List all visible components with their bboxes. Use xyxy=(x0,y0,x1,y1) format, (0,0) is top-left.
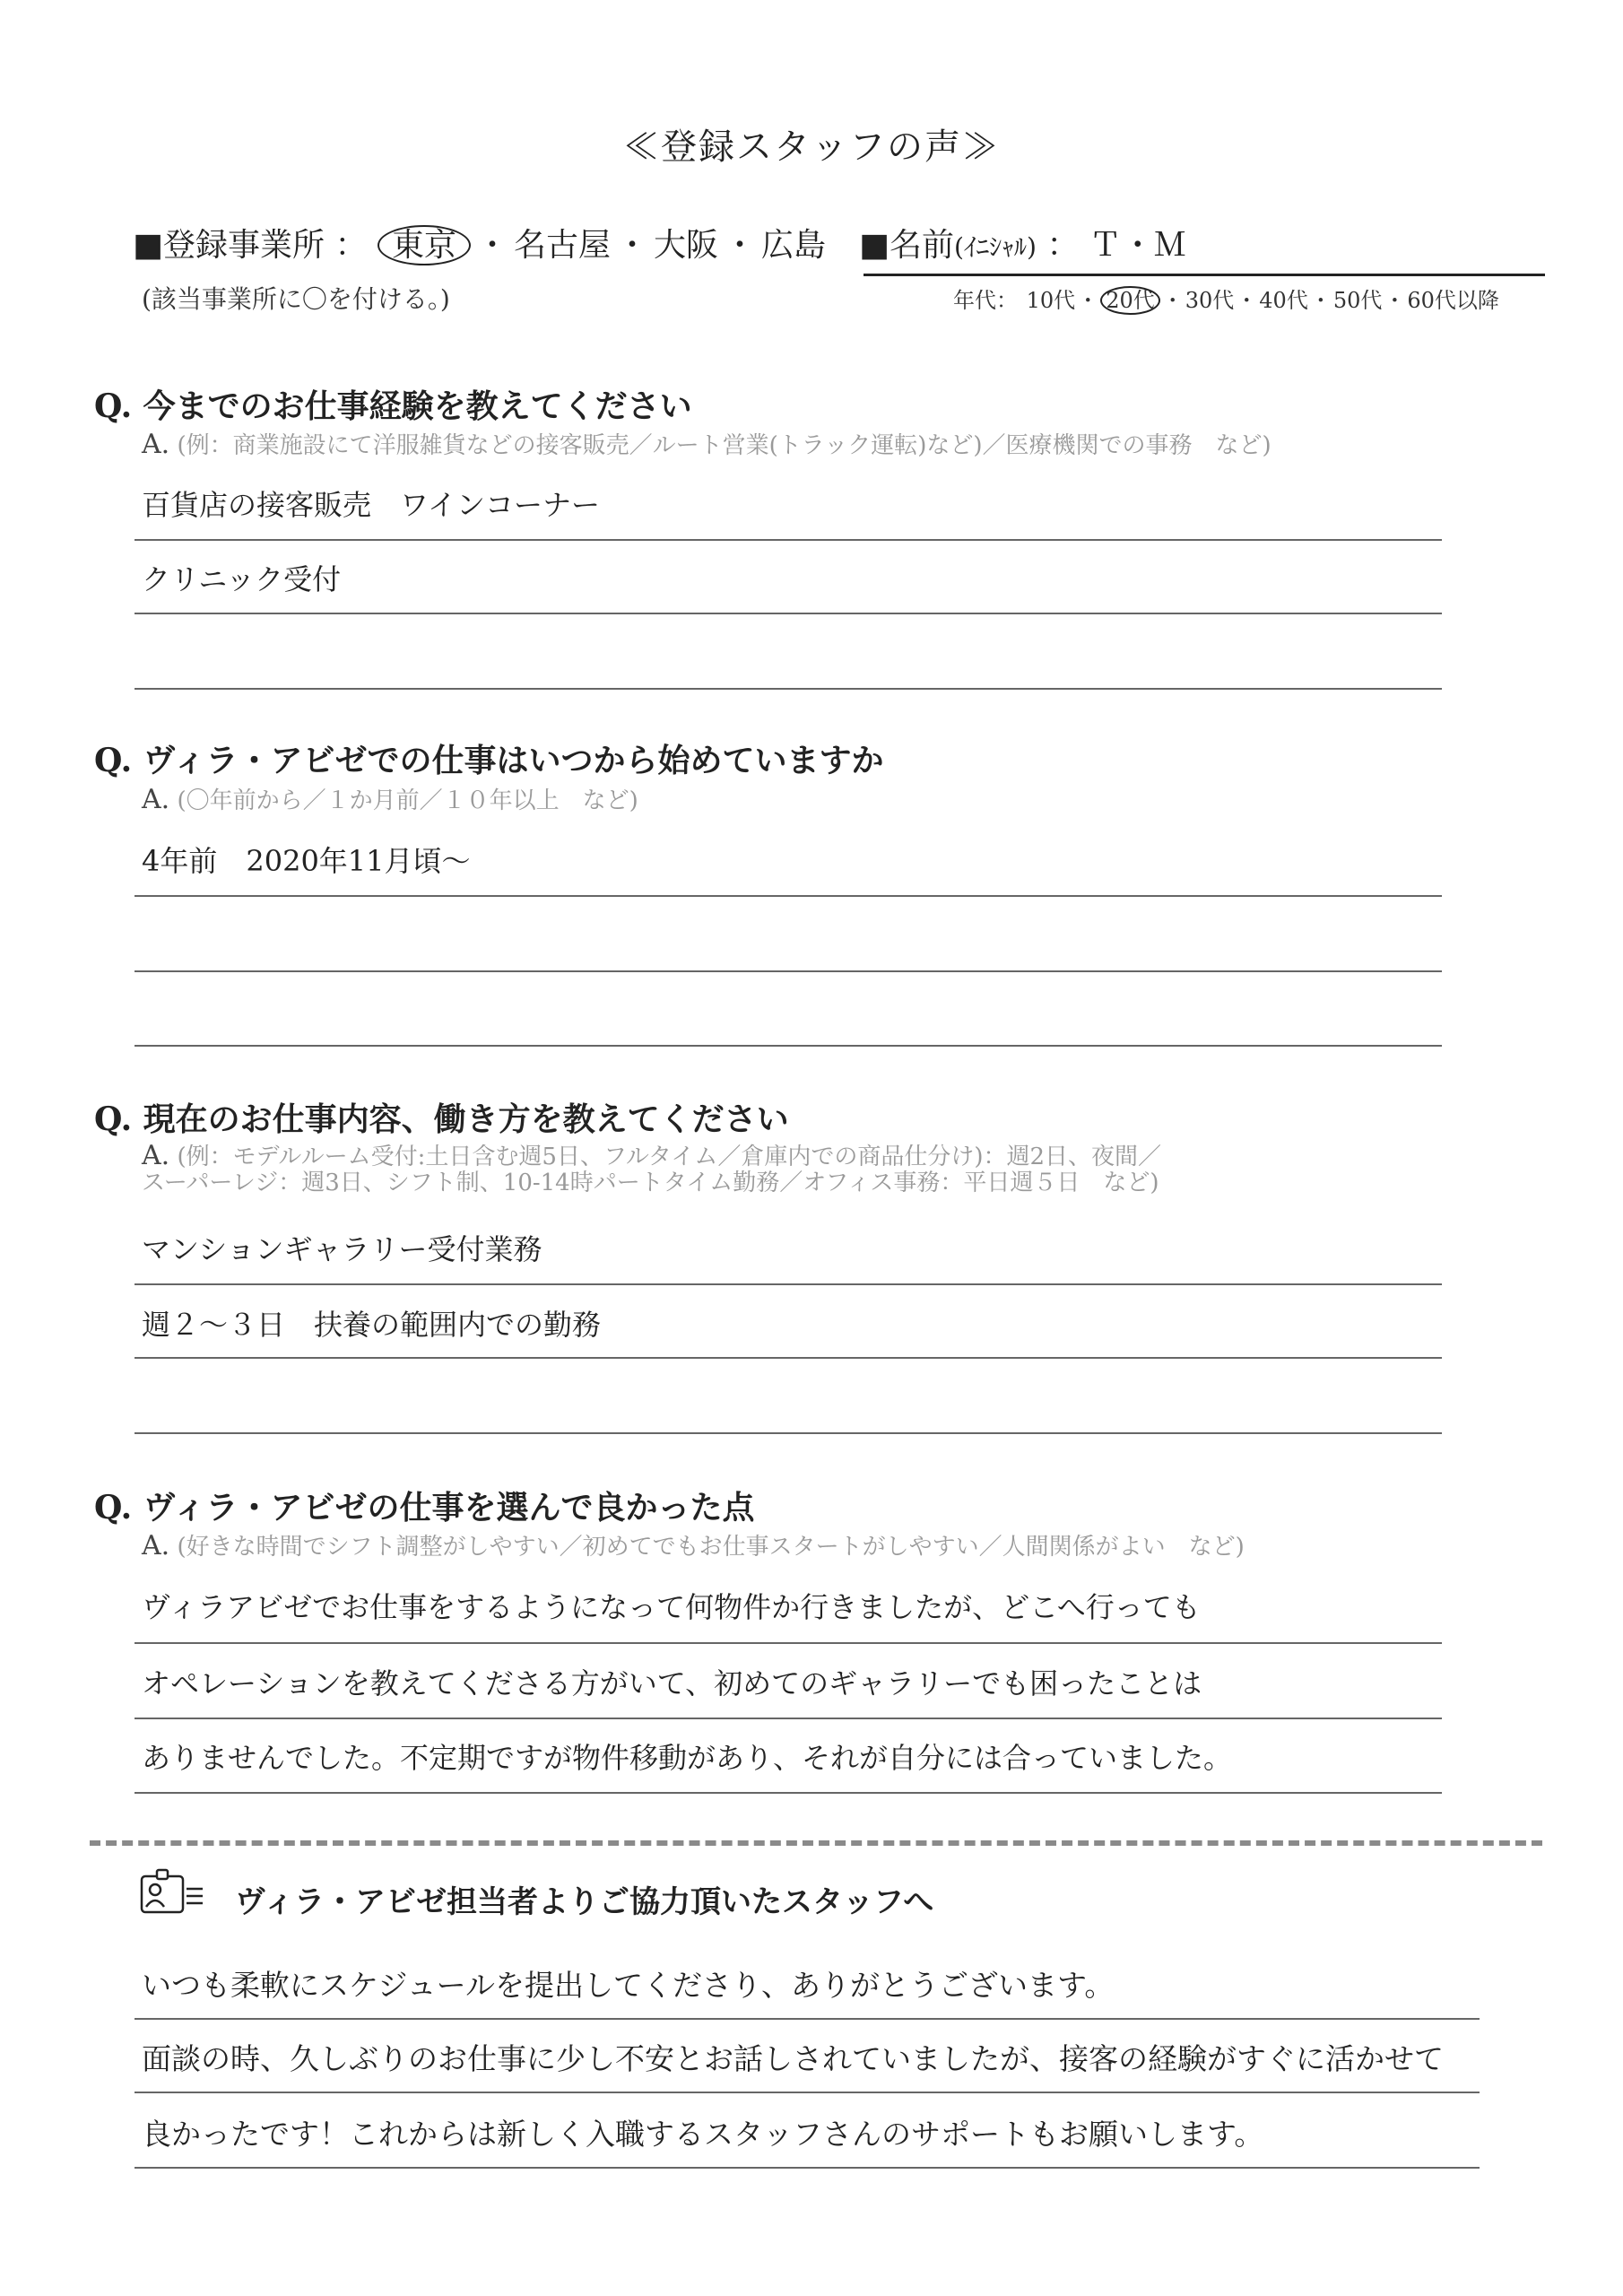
answer-label: A. xyxy=(142,1140,170,1171)
question-heading: Q. 現在のお仕事内容、働き方を教えてください xyxy=(94,1100,789,1138)
answer-line: 百貨店の接客販売 ワインコーナー xyxy=(142,488,601,522)
question-heading: Q. ヴィラ・アビゼの仕事を選んで良かった点 xyxy=(94,1489,755,1526)
age-option-40s: 40代 xyxy=(1259,288,1308,313)
age-label: 年代： xyxy=(953,288,1018,313)
age-option-10s: 10代 xyxy=(1026,288,1076,313)
answer-label: A. xyxy=(142,784,170,815)
answer-example xyxy=(142,784,638,815)
answer-rule xyxy=(135,1642,1442,1644)
answer-example xyxy=(142,429,1271,460)
office-separator: ・ xyxy=(615,227,648,264)
office-hiroshima: 広島 xyxy=(761,227,827,264)
name-colon: ： xyxy=(1046,227,1080,264)
staff-message-line: いつも柔軟にスケジュールを提出してくださり、ありがとうございます。 xyxy=(142,1968,1115,2003)
section-divider xyxy=(90,1840,1542,1846)
answer-label: A. xyxy=(142,429,170,460)
name-label: ■名前 xyxy=(859,227,955,264)
age-option-30s: 30代 xyxy=(1185,288,1235,313)
answer-rule xyxy=(135,970,1442,972)
registration-note: (該当事業所に〇を付ける。) xyxy=(142,284,450,314)
question-heading: Q. 今までのお仕事経験を教えてください xyxy=(94,387,692,425)
answer-rule xyxy=(135,613,1442,614)
staff-message-heading: ヴィラ・アビゼ担当者よりご協力頂いたスタッフへ xyxy=(235,1884,934,1920)
registration-office xyxy=(133,220,826,265)
answer-line: ヴィラアビゼでお仕事をするようになって何物件か行きましたが、どこへ行っても xyxy=(142,1590,1201,1624)
answer-label: A. xyxy=(142,1530,170,1561)
answer-rule xyxy=(135,1283,1442,1285)
answer-example xyxy=(142,1140,1162,1171)
answer-rule xyxy=(135,1792,1442,1794)
message-rule xyxy=(135,2092,1480,2093)
example-line: (〇年前から／１か月前／１０年以上 など) xyxy=(177,787,638,814)
name-field xyxy=(859,220,1186,265)
answer-rule xyxy=(135,539,1442,541)
answer-rule xyxy=(135,1045,1442,1047)
answer-line: 週２～３日 扶養の範囲内での勤務 xyxy=(142,1308,602,1342)
office-nagoya: 名古屋 xyxy=(513,227,611,264)
answer-line: クリニック受付 xyxy=(142,562,342,596)
id-badge-icon xyxy=(140,1867,204,1916)
answer-example: スーパーレジ：週3日、シフト制、10-14時パートタイム勤務／オフィス事務：平日週５日 など) xyxy=(142,1170,1159,1196)
selected-office-tokyo: 東京 xyxy=(378,225,471,265)
name-underline xyxy=(864,274,1545,276)
answer-line: マンションギャラリー受付業務 xyxy=(142,1232,542,1266)
answer-rule xyxy=(135,1357,1442,1359)
office-osaka: 大阪 xyxy=(654,227,719,264)
registration-label: ■登録事業所 xyxy=(133,227,325,264)
page-title: ≪登録スタッフの声≫ xyxy=(623,126,1000,168)
initial-label: (ｲﾆｼｬﾙ) xyxy=(954,232,1037,262)
staff-message-line: 面談の時、久しぶりのお仕事に少し不安とお話しされていましたが、接客の経験がすぐに活かせて xyxy=(142,2041,1444,2076)
example-line: (好きな時間でシフト調整がしやすい／初めてでもお仕事スタートがしやすい／人間関係がよい など) xyxy=(177,1534,1245,1561)
registration-colon: ： xyxy=(334,227,368,264)
office-separator: ・ xyxy=(724,227,757,264)
age-option-20s-selected: 20代 xyxy=(1100,286,1160,315)
example-line: (例：モデルルーム受付:土日含む週5日、フルタイム／倉庫内での商品仕分け)：週2日、夜間／ xyxy=(177,1144,1162,1170)
question-heading: Q. ヴィラ・アビゼでの仕事はいつから始めていますか xyxy=(94,742,884,779)
message-rule xyxy=(135,2018,1480,2020)
name-value: Ｔ・Ｍ xyxy=(1089,227,1186,264)
answer-line: ありませんでした。不定期ですが物件移動があり、それが自分には合っていました。 xyxy=(142,1741,1233,1775)
answer-rule xyxy=(135,688,1442,690)
answer-line: オペレーションを教えてくださる方がいて、初めてのギャラリーでも困ったことは xyxy=(142,1666,1202,1700)
age-option-60s-plus: 60代以降 xyxy=(1407,288,1499,313)
age-option-50s: 50代 xyxy=(1332,288,1383,313)
answer-line: 4年前 2020年11月頃～ xyxy=(142,844,471,878)
staff-message-line: 良かったです！これからは新しく入職するスタッフさんのサポートもお願いします。 xyxy=(142,2117,1264,2152)
age-group: 年代： 10代・ 20代 ・30代・40代・50代・60代以降 xyxy=(953,288,1499,313)
answer-rule xyxy=(135,1718,1442,1719)
office-separator: ・ xyxy=(475,227,508,264)
answer-example xyxy=(142,1530,1245,1561)
message-rule xyxy=(135,2167,1480,2169)
example-line: (例：商業施設にて洋服雑貨などの接客販売／ルート営業(トラック運転)など)／医療機関での事務 など) xyxy=(177,432,1271,459)
answer-rule xyxy=(135,895,1442,897)
answer-rule xyxy=(135,1432,1442,1434)
